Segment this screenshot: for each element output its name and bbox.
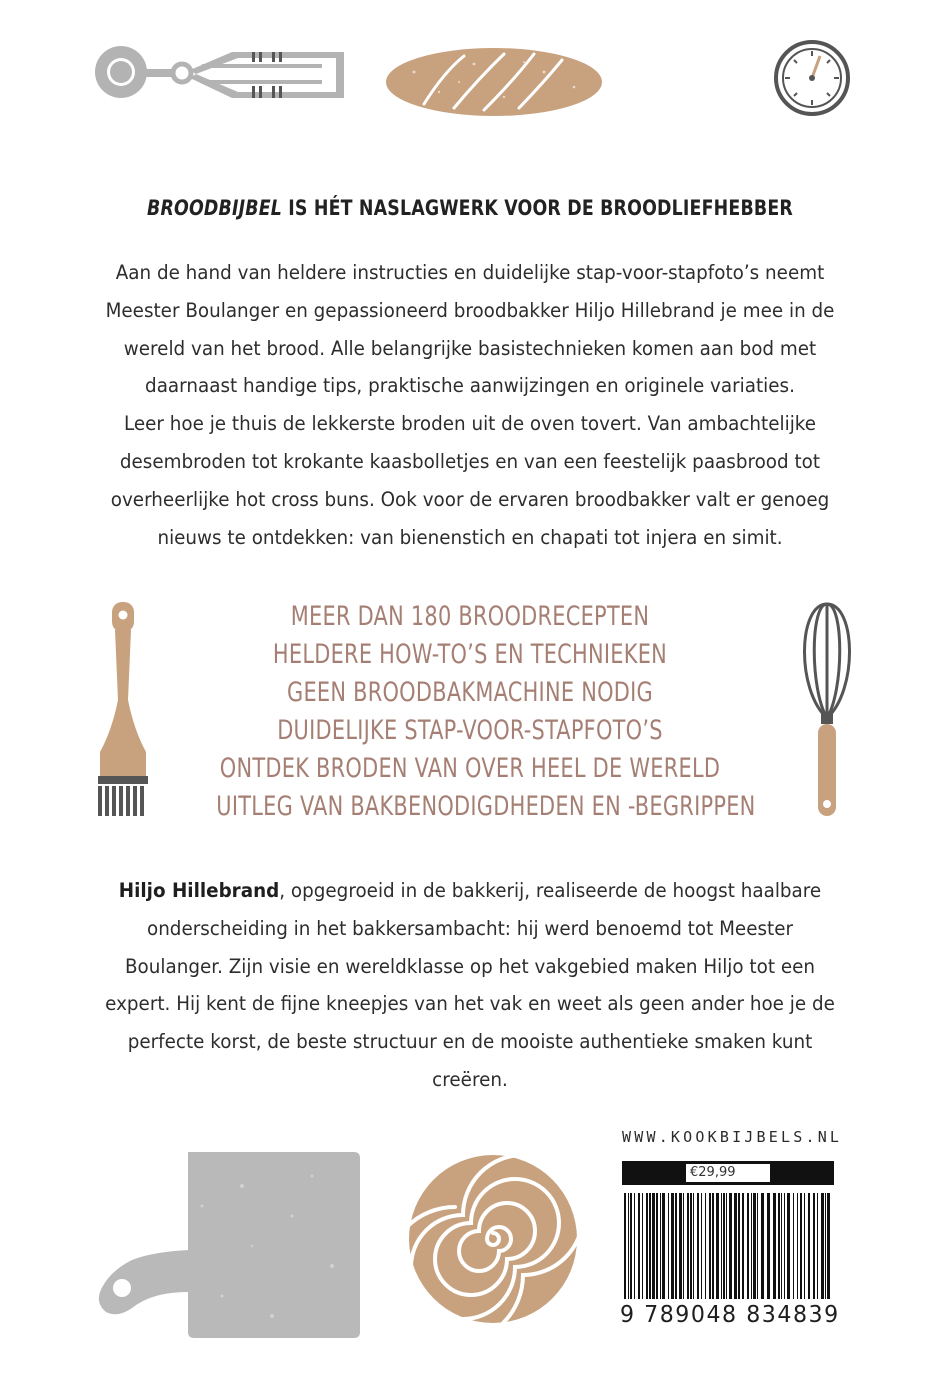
baguette-icon xyxy=(384,42,604,122)
feature-item: UITLEG VAN BAKBENODIGDHEDEN EN -BEGRIPPEN xyxy=(216,791,756,822)
price-label: €29,99 xyxy=(686,1164,770,1182)
author-name: Hiljo Hillebrand xyxy=(118,879,280,902)
website-url: WWW.KOOKBIJBELS.NL xyxy=(622,1128,843,1146)
isbn-number: 9 789048 834839 xyxy=(620,1302,840,1328)
cutting-board-icon xyxy=(92,1146,364,1342)
feature-list xyxy=(175,598,765,826)
barcode xyxy=(622,1193,834,1313)
intro-text xyxy=(103,254,836,556)
feature-item: ONTDEK BRODEN VAN OVER HEEL DE WERELD xyxy=(219,753,721,784)
book-title: BROODBIJBEL xyxy=(147,196,283,220)
whisk-icon xyxy=(796,600,858,822)
headline xyxy=(38,196,903,220)
feature-item: DUIDELIJKE STAP-VOOR-STAPFOTO’S xyxy=(277,715,663,746)
feature-item: GEEN BROODBAKMACHINE NODIG xyxy=(286,677,653,708)
timer-icon xyxy=(766,38,858,118)
feature-item: HELDERE HOW-TO’S EN TECHNIEKEN xyxy=(272,639,668,670)
author-bio xyxy=(103,872,836,1099)
feature-item: MEER DAN 180 BROODRECEPTEN xyxy=(290,601,650,632)
headline-rest: IS HÉT NASLAGWERK VOOR DE BROODLIEFHEBBER xyxy=(282,196,793,220)
dough-scraper-icon xyxy=(92,40,354,118)
intro-paragraph-1: Aan de hand van heldere instructies en duidelijke stap-voor-stapfoto’s neemt Meester Boulanger en gepassioneerd broodbakker Hiljo Hillebrand je mee in de wereld van het brood. Alle belangrijke basistechnieken komen aan bod met daarnaast handige tips, praktische aanwijzingen en originele variaties. xyxy=(105,261,835,398)
cinnamon-roll-icon xyxy=(406,1152,580,1326)
pastry-brush-icon xyxy=(88,600,158,822)
author-bio-text: , opgegroeid in de bakkerij, realiseerde de hoogst haalbare onderscheiding in het bakkersambacht: hij werd benoemd tot Meester Boulanger. Zijn visie en wereldklasse op het vakgebied maken Hiljo tot een expert. Hij kent de fijne kneepjes van het vak en weet als geen ander hoe je de perfecte korst, de beste structuur en de mooiste authentieke smaken kunt creëren. xyxy=(105,879,835,1091)
intro-paragraph-2: Leer hoe je thuis de lekkerste broden uit de oven tovert. Van ambachtelijke desembroden tot krokante kaasbolletjes en van een feestelijk paasbrood tot overheerlijke hot cross buns. Ook voor de ervaren broodbakker valt er genoeg nieuws te ontdekken: van bienenstich en chapati tot injera en simit. xyxy=(110,412,830,549)
